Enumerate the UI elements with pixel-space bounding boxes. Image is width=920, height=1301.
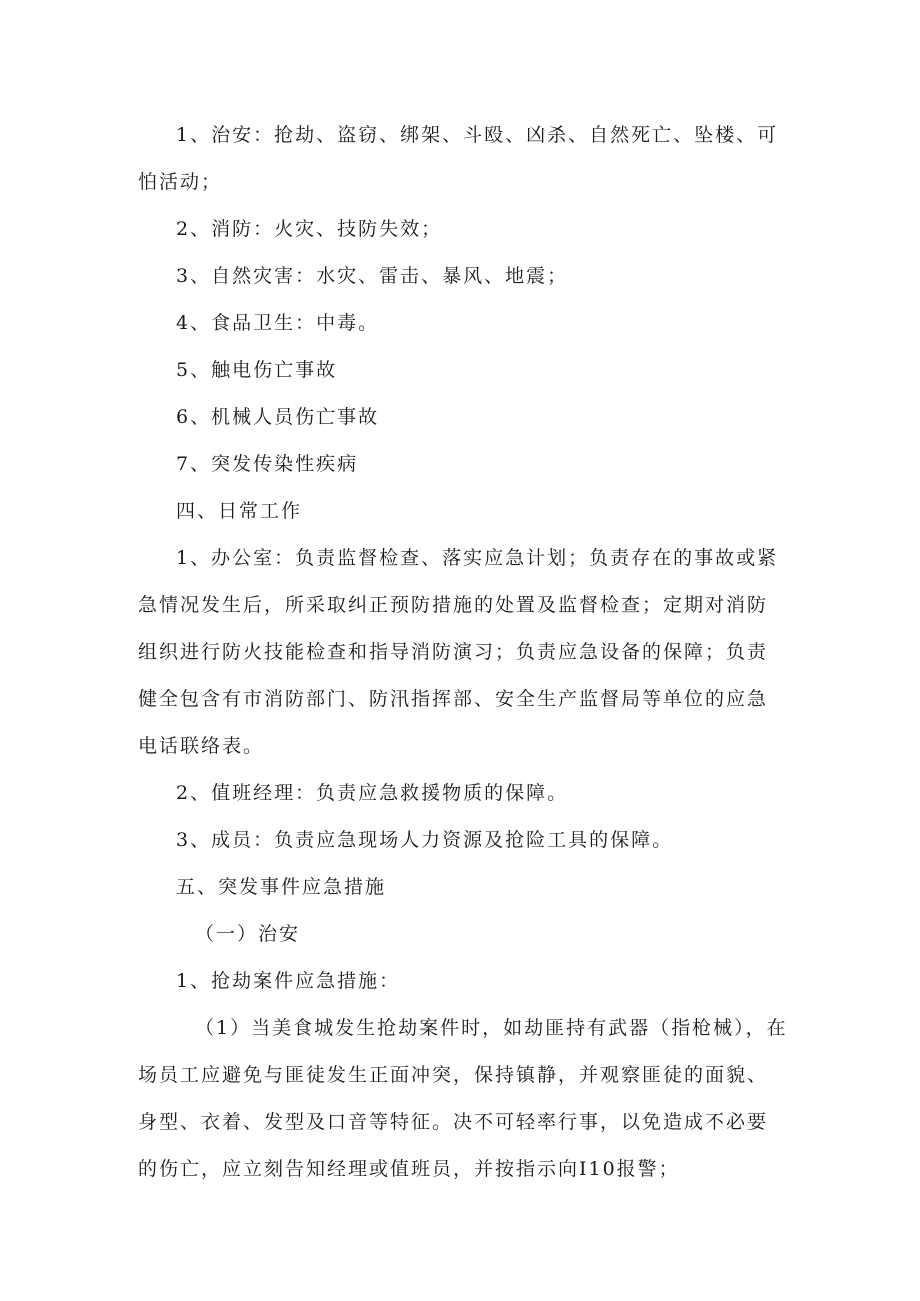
paragraph-machinery-accident: 6、机械人员伤亡事故 bbox=[176, 406, 380, 428]
document-body bbox=[138, 112, 788, 1193]
paragraph-office-duties: 1、办公室：负责监督检查、落实应急计划；负责存在的事故或紧急情况发生后，所采取纠正预防措施的处置及监督检查；定期对消防组织进行防火技能检查和指导消防演习；负责应急设备的保障；负责健全包含有市消防部门、防汛指挥部、安全生产监督局等单位的应急电话联络表。 bbox=[138, 547, 779, 757]
paragraph-electric-accident: 5、触电伤亡事故 bbox=[176, 359, 338, 381]
subsection-heading-security: （一）治安 bbox=[195, 923, 301, 945]
paragraph-members: 3、成员：负责应急现场人力资源及抢险工具的保障。 bbox=[176, 829, 674, 851]
paragraph-food-hygiene: 4、食品卫生：中毒。 bbox=[176, 312, 380, 334]
section-heading-daily-work: 四、日常工作 bbox=[176, 500, 303, 522]
paragraph-natural-disaster: 3、自然灾害：水灾、雷击、暴风、地震； bbox=[176, 265, 569, 287]
paragraph-duty-manager: 2、值班经理：负责应急救援物质的保障。 bbox=[176, 782, 569, 804]
paragraph-robbery-detail: （1）当美食城发生抢劫案件时，如劫匪持有武器（指枪械），在场员工应避免与匪徒发生正面冲突，保持镇静，并观察匪徒的面貌、身型、衣着、发型及口音等特征。决不可轻率行事，以免造成不必要的伤亡，应立刻告知经理或值班员，并按指示向I10报警； bbox=[138, 1017, 788, 1180]
paragraph-fire: 2、消防：火灾、技防失效； bbox=[176, 218, 443, 240]
paragraph-infectious-disease: 7、突发传染性疾病 bbox=[176, 453, 359, 475]
section-heading-emergency-measures: 五、突发事件应急措施 bbox=[176, 876, 387, 898]
paragraph-security: 1、治安：抢劫、盗窃、绑架、斗殴、凶杀、自然死亡、坠楼、可怕活动； bbox=[138, 124, 779, 193]
paragraph-robbery-measures: 1、抢劫案件应急措施： bbox=[176, 970, 401, 992]
